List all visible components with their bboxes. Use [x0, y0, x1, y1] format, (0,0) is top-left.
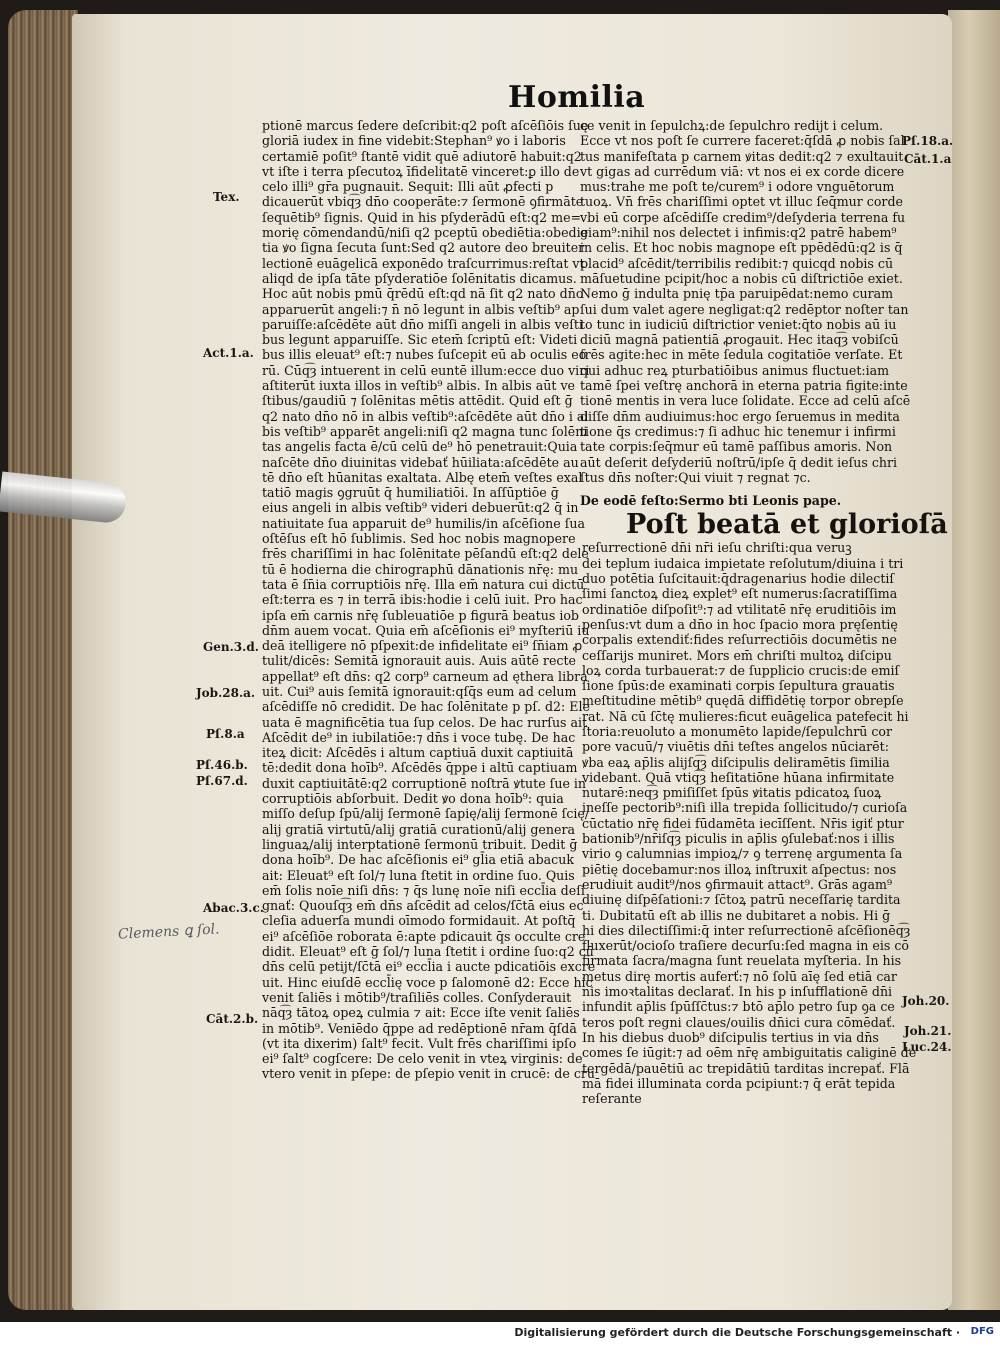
text-line: aſcēdiſſe nō credidit. De hac ſolēnitate p pſ. d2: Ele [262, 699, 590, 715]
text-line: tē dn̄o eſt hūanitas exaltata. Albę etem̄ veſtes exal [262, 469, 583, 485]
text-line: didit. Eleuat⁹ eſt ḡ ſol/⁊ luna ſtetit i ordine ſuo:q2 cū [262, 944, 594, 960]
margin-note-tex: Tex. [213, 190, 240, 204]
text-line: uata ē magnificētia tua ſup celos. De hac rurſus ait [262, 714, 588, 730]
text-line: tas angelis facta ē/cū celū de⁹ hō penetrauit:Quia [262, 439, 578, 455]
text-line: naſcēte dn̄o diuinitas videbať hūiliata:aſcēdēte au [262, 454, 579, 470]
text-line: gnať: Quouſq͡ȝ em̄ dn̄s aſcēdit ad celos/ſc̄tā eius ec [262, 898, 584, 914]
text-line: (vt ita dixerim) ſalt⁹ fecit. Vult frēs chariſſimi ipſo [262, 1035, 577, 1051]
text-line: tuoꝝ. Vn̄ frēs chariſſimi optet vt illuc ſeq̄mur corde [580, 194, 903, 210]
text-line: to tunc in iudiciū diſtrictior veniet:q̄to nobis aū iu [580, 316, 897, 332]
text-line: tē:dedit dona hoīb⁹. Aſcēdēs q̄ppe i altū captiuam [262, 760, 578, 776]
text-line: dona hoīb⁹. De hac aſcēſionis ei⁹ gl̄ia etiā abacuk [262, 852, 574, 868]
text-line: ſtibus/gaudiū ⁊ ſolēnitas mētis attēdit. Quid eſt ḡ [262, 393, 573, 409]
text-line: ait: Eleuat⁹ eſt ſol/⁊ luna ſtetit in ordine ſuo. Quis [262, 867, 575, 883]
text-line: alij gratiā virtutū/alij gratiā curationū/alij genera [262, 821, 575, 837]
text-line: aliqd de ipſa tāte pſyderatiōe ſolēnitatis dicamus. [262, 270, 577, 286]
text-line: oſtēſus eſt hō ſublimis. Sed hoc nobis magnopere [262, 531, 576, 547]
text-line: reſurrectionē dn̄i nr̄i ieſu chriſti:qua veruꝫ [582, 540, 852, 556]
text-line: ptionē marcus ſedere deſcribit:q2 poſt aſcēſiōis ſuę [262, 118, 589, 133]
text-line: corpalis extendiť:fides reſurrectiōis documētis ne [582, 632, 897, 648]
text-line: videbant. Quā vtiq͡ȝ heſitatiōne hūana infirmitate [582, 769, 895, 785]
text-line: tata ē ſn̄ia corruptiōis nr̄ę. Illa em̄ natura cui dictū [262, 576, 585, 592]
right-column-top-text [580, 118, 911, 485]
text-line: In his diebus duob⁹ diſcipulis tertius in via dn̄s [582, 1029, 879, 1045]
text-line: uit. Hinc eiuſdē eccl̄ię voce p ſalomonē d2: Ecce hic [262, 974, 593, 990]
text-line: aſtiterūt iuxta illos in veſtib⁹ albis. In albis aūt ve [262, 378, 576, 394]
text-line: placid⁹ aſcēdit/terribilis redibit:⁊ quicqd nobis cū [580, 255, 894, 271]
text-line: Ecce vt nos poſt ſe currere faceret:q̄ſdā ꝓ nobis ſal [580, 133, 905, 149]
text-line: ſui dum valet agere negligat:q2 redēptor noſter tan [580, 301, 909, 317]
text-line: ſequētib⁹ ſignis. Quid in his pſyderādū eſt:q2 me= [262, 209, 582, 225]
text-line: pore vacuū/⁊ viuētis dn̄i teſtes angelos nūciarēt: [582, 739, 889, 755]
text-line: tionē mentis in vera luce ſolidate. Ecce ad celū aſcē [580, 393, 911, 409]
text-line: nāq͡ȝ tātoꝝ opeꝝ culmia ⁊ ait: Ecce iſte venit ſaliēs [262, 1005, 580, 1021]
text-line: diciū magnā patientiā ꝓrogauit. Hec itaq͡ȝ vobiſcū [580, 332, 899, 348]
sermon-heading: De eodē feſto:Sermo bti Leonis pape. [580, 493, 842, 509]
text-line: giam⁹:nihil nos delectet i infimis:q2 patrē habem⁹ [580, 225, 897, 241]
text-line: certamiē poſit⁹ ſtantē vidit quē adiutorē habuit:q2 [262, 148, 582, 164]
text-line: diuinę diſpēſationi:⁊ ſc̄toꝝ patrū neceſſarię tardita [582, 892, 901, 908]
margin-note-job28: Job.28.a. [196, 686, 256, 700]
text-line: ipſa em̄ carnis nr̄ę ſubleuatiōe p figurā beatus iob [262, 607, 579, 623]
margin-note-cant2: Cāt.2.b. [206, 1012, 259, 1026]
text-line: eius angeli in albis veſtib⁹ videri debuerūt:q2 q̄ in [262, 500, 579, 516]
text-line: māſuetudine pcipit/hoc a nobis cū diſtrictiōe exiet. [580, 270, 903, 286]
handwritten-marginal-note: Clemens ꝗ ſol. [117, 921, 220, 943]
text-line: bationib⁹/nr̄iſq͡ȝ piculis in ap̄lis ꝯſulebať:nos i illis [582, 831, 895, 847]
text-line: ei⁹ ſalt⁹ cogſcere: De celo venit in vteꝝ virginis: de [262, 1051, 583, 1067]
text-line: firmata ſacra/magna ſunt reuelata myſteria. In his [582, 953, 902, 969]
text-line: tergēdā/pauētiū ac trepidātiū tarditas increpať. Flā [582, 1060, 910, 1076]
text-line: paruiſſe:aſcēdēte aūt dn̄o miſſi angeli in albis veſti [262, 316, 583, 332]
text-line: ei⁹ aſcēſiōe roborata ē:apte pdicauit q̄s occulte cre [262, 928, 586, 944]
text-line: duxit captiuitātē:q2 corruptionē noſtrā ꝟtute ſue in [262, 775, 587, 791]
text-line: frēs chariſſimi in hac ſolēnitate pēſandū eſt:q2 dele [262, 546, 589, 562]
text-line: dicauerūt vbiq͡ȝ dn̄o cooperāte:⁊ ſermonē ꝯfirmāte [262, 194, 584, 210]
text-line: iteꝝ dicit: Aſcēdēs i altum captiuā duxit captiuitā [262, 745, 574, 761]
text-line: reſerante [582, 1091, 642, 1107]
funding-note: Digitalisierung gefördert durch die Deutsche Forschungsgemeinschaft · [514, 1326, 960, 1339]
text-line: qui adhuc reꝝ pturbatiōibus animus fluctuet:iam [580, 362, 890, 378]
text-line: hi dies dilectiſſimi:q̄ inter reſurrectionē aſcēſionēq͡ȝ [582, 922, 911, 938]
right-column-bottom-text [580, 540, 917, 1107]
text-line: mus:trahe me poſt te/curem⁹ i odore vnguētorum [580, 179, 895, 195]
text-line: vt iſte i terra pſecutoꝝ īfidelitatē vinceret:ꝑ illo de [262, 163, 580, 179]
margin-note-ps8: Pſ.8.a [206, 727, 245, 741]
margin-note-ps67: Pſ.67.d. [196, 774, 248, 788]
text-line: lectionē euāgelicā exponēdo traſcurrimus:reſtat vt [262, 255, 585, 271]
text-line: metus dirę mortis auferť:⁊ nō ſolū aīę ſed etiā car [582, 968, 897, 984]
text-line: miſſo deſup ſpū/alij ſermonē ſapię/alij ſermonē ſcię/ [262, 806, 590, 822]
text-line: bus illis eleuat⁹ eſt:⁊ nubes ſuſcepit eū ab oculis eo [262, 347, 587, 363]
text-line: ce venit in ſepulchꝝ:de ſepulchro redijt i celum. [580, 118, 884, 133]
text-line: appellat⁹ eſt dn̄s: q2 corp⁹ carneum ad ęthera libra [262, 668, 588, 684]
text-line: vtero venit in pſepe: de pſepio venit in crucē: de cru [262, 1066, 596, 1082]
margin-note-job20: Joh.20. [902, 994, 950, 1008]
text-line: em̄ ſolis noīe niſi dn̄s: ⁊ q̄s lunę noīe niſi eccl̄ia deſi [262, 882, 585, 898]
footer-bar [0, 1322, 1000, 1346]
text-line: duo potētia ſuſcitauit:q̄dragenarius hodie dilectiſ [582, 571, 895, 587]
margin-note-ps46: Pſ.46.b. [196, 758, 248, 772]
text-line: tū ē hodierna die chirographū dānationis nr̄ę: mu [262, 561, 579, 577]
text-line: erudiuit audit⁹/nos ꝯfirmauit attact⁹. Grās agam⁹ [582, 876, 892, 892]
text-line: morię cōmendandū/niſi q2 pceptū obediētia:obedie [262, 225, 589, 241]
text-line: loꝝ corda turbauerat:⁊ de ſupplicio crucis:de emiſ [582, 662, 900, 678]
text-line: ſione ſpūs:de examinati corpis ſepultura grauatis [582, 678, 895, 694]
text-line: penſus:vt dum a dn̄o in hoc ſpacio mora pręſentię [582, 616, 898, 632]
text-line: dei teplum iudaica impietate reſolutum/diuina i tri [582, 555, 904, 571]
text-line: aūt deſerit deſyderiū noſtrū/ipſe q̄ dedit ieſus chri [580, 454, 898, 470]
text-line: meſtitudine mētib⁹ quędā diffidētię torpor obrepſe [582, 693, 904, 709]
text-line: tione q̄s credimus:⁊ ſi adhuc hic tenemur i infirmi [580, 423, 896, 439]
margin-note-luc24: Luc.24. [902, 1040, 952, 1054]
margin-note-cant1: Cāt.1.a [904, 152, 952, 166]
text-line: ceſſarijs muniret. Mors em̄ chriſti multoꝝ diſcipu [582, 647, 892, 663]
text-line: teros poſt regni claues/ouilis dn̄ici cura cōmēdať. [582, 1014, 896, 1030]
text-line: bis veſtib⁹ apparēt angeli:niſi q2 magna tunc ſolēni [262, 423, 588, 439]
text-line: cleſia aduerſa mundi oīmodo formidauit. At poſtq̄ [262, 913, 576, 929]
text-line: diſſe dn̄m audiuimus:hoc ergo ſeruemus in medita [580, 408, 900, 424]
book-edge-right [948, 10, 1000, 1310]
text-line: dn̄s celū petijt/ſc̄tā ei⁹ eccl̄ia i aucte pdicatiōis excre [262, 959, 596, 975]
text-line: bus legunt apparuiſſe. Sic etem̄ ſcriptū eſt: Videti [262, 332, 578, 348]
text-line: tatiō magis ꝯgruūt q̄ humiliatiōi. In aſſūptiōe ḡ [262, 485, 559, 501]
text-line: eſt:terra es ⁊ in terrā ibis:hodie i celū iuit. Pro hac [262, 592, 583, 608]
text-line: tulit/dicēs: Semitā ignorauit auis. Auis aūtē recte [262, 653, 576, 669]
text-line: gloriā iudex in fine videbit:Stephan⁹ ꝟo i laboris [262, 133, 566, 149]
text-line: rū. Cūq͡ȝ intuerent in celū euntē illum:ecce duo viri [262, 362, 590, 378]
dfg-logo: DFG [970, 1326, 994, 1337]
text-line: in celis. Et hoc nobis magnope eſt ppēdēdū:q2 is q̄ [580, 240, 903, 256]
text-line: comes ſe iūgit:⁊ ad oēm nr̄ę ambiguitatis caliginē de [582, 1045, 917, 1061]
margin-note-gen: Gen.3.d. [203, 640, 259, 654]
text-line: ꝟba eaꝝ ap̄lis alijſq͡ȝ diſcipulis deliramētis ſimilia [582, 754, 890, 770]
text-line: cūctatio nr̄ę fidei fūdamēta iecīſſent. Nr̄is igiť ptur [582, 815, 904, 831]
text-line: ti. Dubitatū eſt ab illis ne dubitaret a nobis. Hi ḡ [582, 907, 891, 923]
text-line: apparuerūt angeli:⁊ n̄ nō legunt in albis veſtib⁹ ap [262, 301, 580, 317]
margin-note-ps18: Pſ.18.a. [902, 134, 954, 148]
text-line: celo illi⁹ gr̄a pugnauit. Sequit: Illi aūt ꝓfecti p [262, 179, 554, 195]
text-line: vt gigas ad currēdum viā: vt nos ei ex corde dicere [580, 163, 905, 179]
text-line: ſtus dn̄s noſter:Qui viuit ⁊ regnat ⁊c. [580, 469, 811, 485]
text-line: deā itelligere nō pſpexit:de infidelitate ei⁹ ſn̄iam ꝓ [262, 638, 583, 654]
text-line: ſtoria:reuoluto a monumēto lapide/ſepulchrū cor [582, 723, 893, 739]
text-line: ineſſe pectorib⁹:niſi illa trepida ſollicitudo/⁊ curioſa [582, 800, 908, 816]
margin-note-job21: Joh.21. [904, 1024, 952, 1038]
text-line: in mōtib⁹. Veniēdo q̄ppe ad redēptionē nr̄am q̄ſdā [262, 1020, 577, 1036]
text-line: Nemo ḡ indulta pnię tp̄a paruipēdat:nemo curam [580, 286, 894, 302]
text-line: corruptiōis abſorbuit. Dedit ꝟo dona hoīb⁹: quia [262, 791, 564, 807]
text-line: ordinatiōe diſpoſit⁹:⁊ ad vtilitatē nr̄ę eruditiōis im [582, 601, 897, 617]
text-line: tate corpis:ſeq̄mur eū tamē paſſibus amoris. Non [580, 439, 893, 455]
text-line: uit. Cui⁹ auis ſemitā ignorauit:qſq̄s eum ad celum [262, 683, 577, 699]
text-line: piētię docebamur:nos illoꝝ inſtruxit aſpectus: nos [582, 861, 897, 877]
text-line: infundit ap̄lis ſpūſſc̄tus:⁊ btō ap̄lo petro ſup ꝯa ce [582, 999, 895, 1015]
text-line: venit ſaliēs i mōtib⁹/traſiliēs colles. Conſyderauit [262, 989, 572, 1005]
text-line: virio ꝯ calumnias impioꝝ/⁊ ꝯ terrenę argumenta ſa [582, 846, 903, 862]
left-text-column [262, 118, 596, 1082]
text-line: ſimi ſanctoꝝ dieꝝ explet⁹ eſt numerus:ſacratiſſima [582, 586, 898, 602]
text-line: Hoc aūt nobis pmū q̄rēdū eſt:qd nā ſit q2 nato dn̄o [262, 286, 584, 302]
text-line: natiuitate ſua apparuit de⁹ humilis/in aſcēſione ſua [262, 515, 586, 531]
text-line: tus manifeſtata p carnem ꝟitas dedit:q2 ⁊ exultauit [580, 148, 904, 164]
text-line: tia ꝟo ſigna ſecuta ſunt:Sed q2 autore deo breuiter [262, 240, 585, 256]
text-line: vbi eū corpe aſcēdiſſe credim⁹/deſyderia terrena fu [580, 209, 906, 225]
margin-note-abac: Abac.3.c. [203, 901, 264, 915]
text-line: dn̄m auem vocat. Quia em̄ aſcēſionis ei⁹ myſteriū iu [262, 622, 590, 638]
page-header-title: Homilia [508, 80, 646, 115]
text-line: linguaꝝ/alij interptationē ſermonū tribuit. Dedit ḡ [262, 836, 578, 852]
text-line: q2 nato dn̄o nō in albis veſtib⁹:aſcēdēte aūt dn̄o i al [262, 408, 589, 424]
text-line: fluxerūt/ocioſo traſiere decurſu:ſed magna in eis cō [582, 938, 909, 954]
text-line: mā fidei illuminata corda pcipiunt:⁊ q̄ erāt tepida [582, 1075, 896, 1091]
book-edge-left [8, 10, 78, 1310]
text-line: nis imoꝛtalitas declarať. In his p inſufflationē dn̄i [582, 984, 893, 1000]
text-line: frēs agite:hec in mēte ſedula cogitatiōe verſate. Et [580, 347, 903, 363]
text-line: Aſcēdit de⁹ in iubilatiōe:⁊ dn̄s i voce tubę. De hac [262, 729, 576, 745]
margin-note-act: Act.1.a. [203, 346, 254, 360]
text-line: tamē ſpei veſtrę anchorā in eterna patria figite:inte [580, 378, 908, 394]
text-line: rat. Nā cū ſc̄tę mulieres:ficut euāgelica patefecit hi [582, 708, 909, 724]
sermon-title-line: Poſt beatā et glorioſā [626, 509, 948, 541]
text-line: nutarē:neq͡ȝ pmiſiſſet ſpūs ꝟitatis pdicatoꝝ ſuoꝝ [582, 785, 882, 801]
